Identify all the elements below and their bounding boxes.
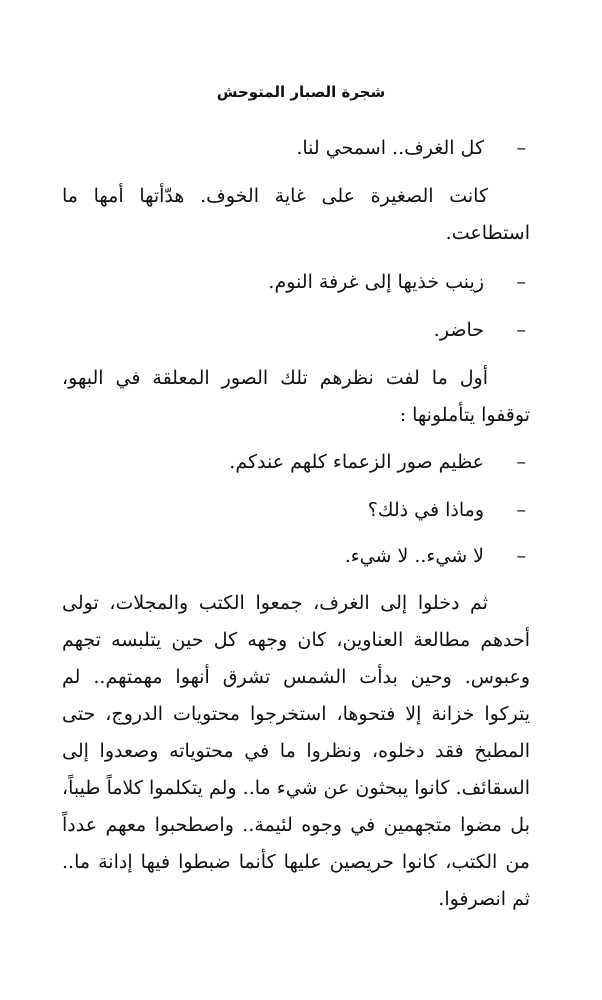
page-title: شجرة الصبار المتوحش — [216, 83, 386, 101]
paragraph-text: كانت الصغيرة على غاية الخوف. هدّأتها أمها ما استطاعت. — [62, 185, 530, 244]
dialogue-line — [62, 312, 530, 349]
dialogue-text: وماذا في ذلك؟ — [367, 499, 484, 521]
dialogue-dash: – — [516, 271, 526, 293]
dialogue-dash: – — [516, 545, 526, 567]
paragraph — [62, 585, 530, 918]
paragraph — [62, 178, 530, 252]
dialogue-dash: – — [516, 499, 526, 521]
dialogue-dash: – — [516, 451, 526, 473]
dialogue-line — [62, 264, 530, 301]
dialogue-text: زينب خذيها إلى غرفة النوم. — [268, 271, 484, 293]
paragraph-text: ثم دخلوا إلى الغرف، جمعوا الكتب والمجلات، تولى أحدهم مطالعة العناوين، كان وجهه كل حين يتلبسه تجهم وعبوس. وحين بدأت الشمس تشرق أنهوا مهمتهم.. لم يتركوا خزانة إلا فتحوها، استخرجوا محتويات الدروج، حتى المطبخ فقد دخلوه، ونظروا ما في محتوياته وصعدوا إلى السقائف. كانوا يبحثون عن شيء ما.. ولم يتكلموا كلاماً طيباً، بل مضوا متجهمين في وجوه لئيمة.. واصطحبوا معهم عدداً من الكتب، كانوا حريصين عليها كأنما ضبطوا فيها إدانة ما.. ثم انصرفوا. — [62, 592, 530, 910]
dialogue-text: حاضر. — [433, 319, 484, 341]
dialogue-line — [62, 492, 530, 529]
dialogue-dash: – — [516, 137, 526, 159]
dialogue-line — [62, 444, 530, 481]
dialogue-text: لا شيء.. لا شيء. — [344, 545, 484, 567]
dialogue-text: كل الغرف.. اسمحي لنا. — [296, 137, 484, 159]
paragraph-text: أول ما لفت نظرهم تلك الصور المعلقة في البهو، توقفوا يتأملونها : — [62, 367, 530, 426]
dialogue-line — [62, 130, 530, 167]
dialogue-line — [62, 538, 530, 575]
paragraph — [62, 360, 530, 434]
dialogue-text: عظيم صور الزعماء كلهم عندكم. — [229, 451, 484, 473]
dialogue-dash: – — [516, 319, 526, 341]
